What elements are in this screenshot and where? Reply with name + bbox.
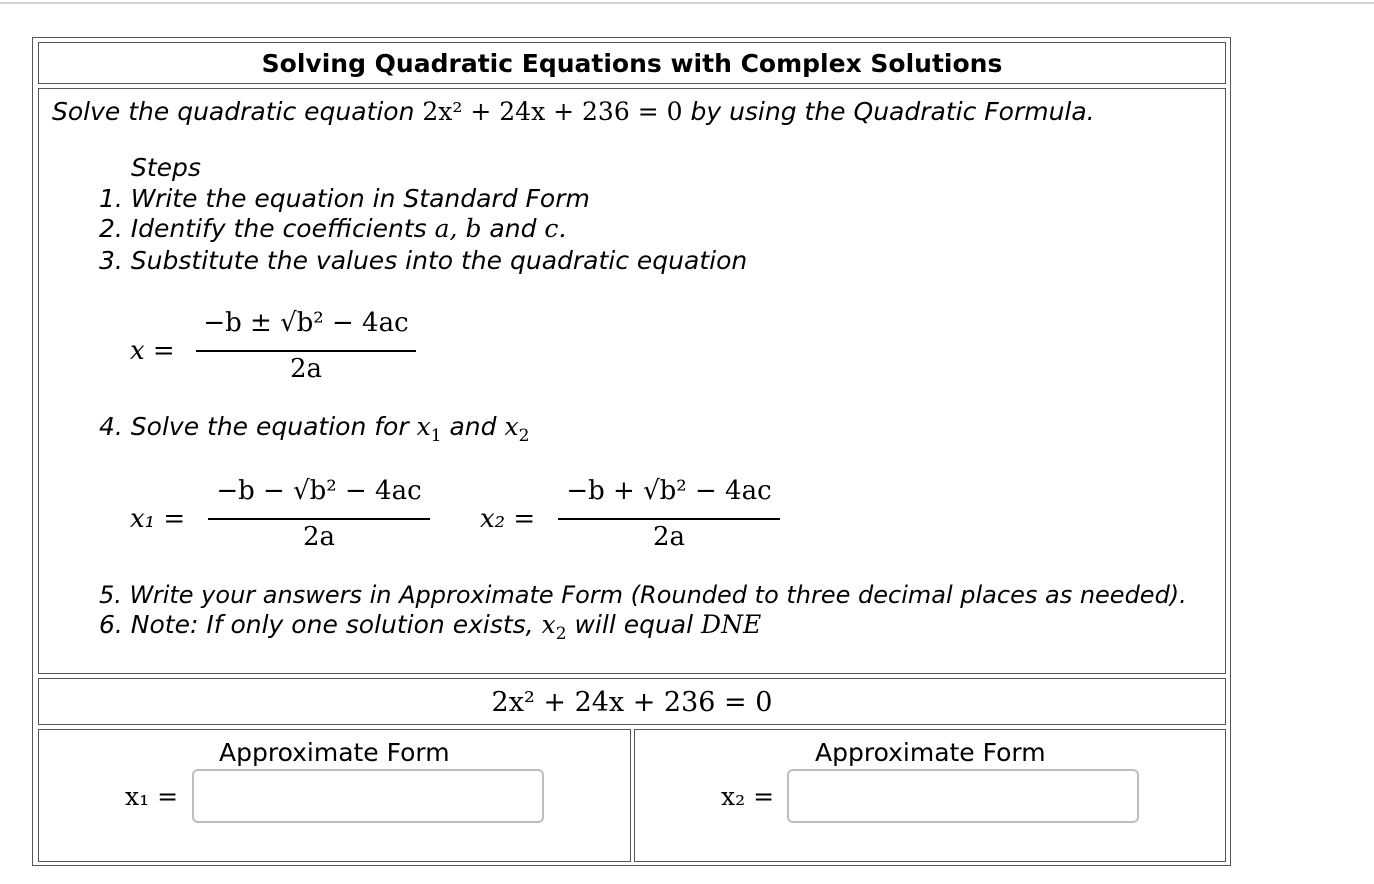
formula-fraction-bar: [196, 350, 416, 352]
step-3: 3. Substitute the values into the quadratic equation: [99, 246, 748, 275]
formula-numerator: −b ± √b² − 4ac: [203, 308, 409, 338]
step-4-and: and: [449, 412, 497, 441]
x2-label: x₂ =: [721, 782, 775, 811]
step-5: 5. Write your answers in Approximate Form (Rounded to three decimal places as needed).: [99, 581, 1187, 609]
step-6: [99, 610, 761, 643]
x2-formula-denominator: 2a: [652, 522, 686, 552]
x1-formula-denominator: 2a: [302, 522, 336, 552]
page-title: Solving Quadratic Equations with Complex Solutions: [261, 49, 1003, 78]
step-1: 1. Write the equation in Standard Form: [99, 184, 590, 213]
step-4-x1: $x_1$: [416, 412, 442, 446]
top-divider: [0, 2, 1374, 4]
prompt-before: Solve the quadratic equation: [52, 97, 415, 126]
x1-label: x₁ =: [125, 782, 179, 811]
answer-cell-x1: [38, 729, 631, 862]
x1-formula-lhs: x₁ =: [130, 504, 186, 534]
x1-formula: [130, 476, 440, 556]
x2-approximate-form-label: Approximate Form: [815, 738, 1046, 767]
x1-formula-fraction-bar: [208, 518, 430, 520]
step-4-text: 4. Solve the equation for: [99, 412, 409, 441]
x2-formula-numerator: −b + √b² − 4ac: [566, 476, 772, 506]
step-6-dne: DNE: [701, 610, 762, 639]
step-2-c: c.: [544, 214, 567, 243]
step-4: [99, 412, 529, 445]
x2-formula-fraction-bar: [558, 518, 780, 520]
formula-lhs: x =: [130, 336, 175, 366]
x1-approximate-form-label: Approximate Form: [219, 738, 450, 767]
step-6-x2: $x_2$: [541, 610, 567, 644]
prompt-after: by using the Quadratic Formula.: [690, 97, 1095, 126]
step-2-and: and: [489, 214, 537, 243]
x1-answer-input[interactable]: [192, 769, 544, 823]
quadratic-formula: [130, 308, 430, 388]
step-2: [99, 214, 566, 244]
equation-display: 2x² + 24x + 236 = 0: [491, 687, 773, 718]
problem-prompt: [52, 97, 1095, 127]
formula-denominator: 2a: [289, 354, 323, 384]
prompt-equation: 2x² + 24x + 236 = 0: [422, 97, 683, 126]
x1-formula-numerator: −b − √b² − 4ac: [216, 476, 422, 506]
x2-formula: [480, 476, 790, 556]
x2-formula-lhs: x₂ =: [480, 504, 536, 534]
equation-cell: [38, 678, 1226, 725]
step-4-x2: $x_2$: [504, 412, 530, 446]
step-6-text: 6. Note: If only one solution exists,: [99, 610, 534, 639]
answer-cell-x2: [634, 729, 1226, 862]
title-cell: [38, 42, 1226, 84]
step-2-text: 2. Identify the coefficients: [99, 214, 427, 243]
steps-heading: Steps: [131, 153, 201, 182]
step-2-vars: a, b: [434, 214, 482, 243]
x2-answer-input[interactable]: [787, 769, 1139, 823]
step-6-will-equal: will equal: [574, 610, 694, 639]
